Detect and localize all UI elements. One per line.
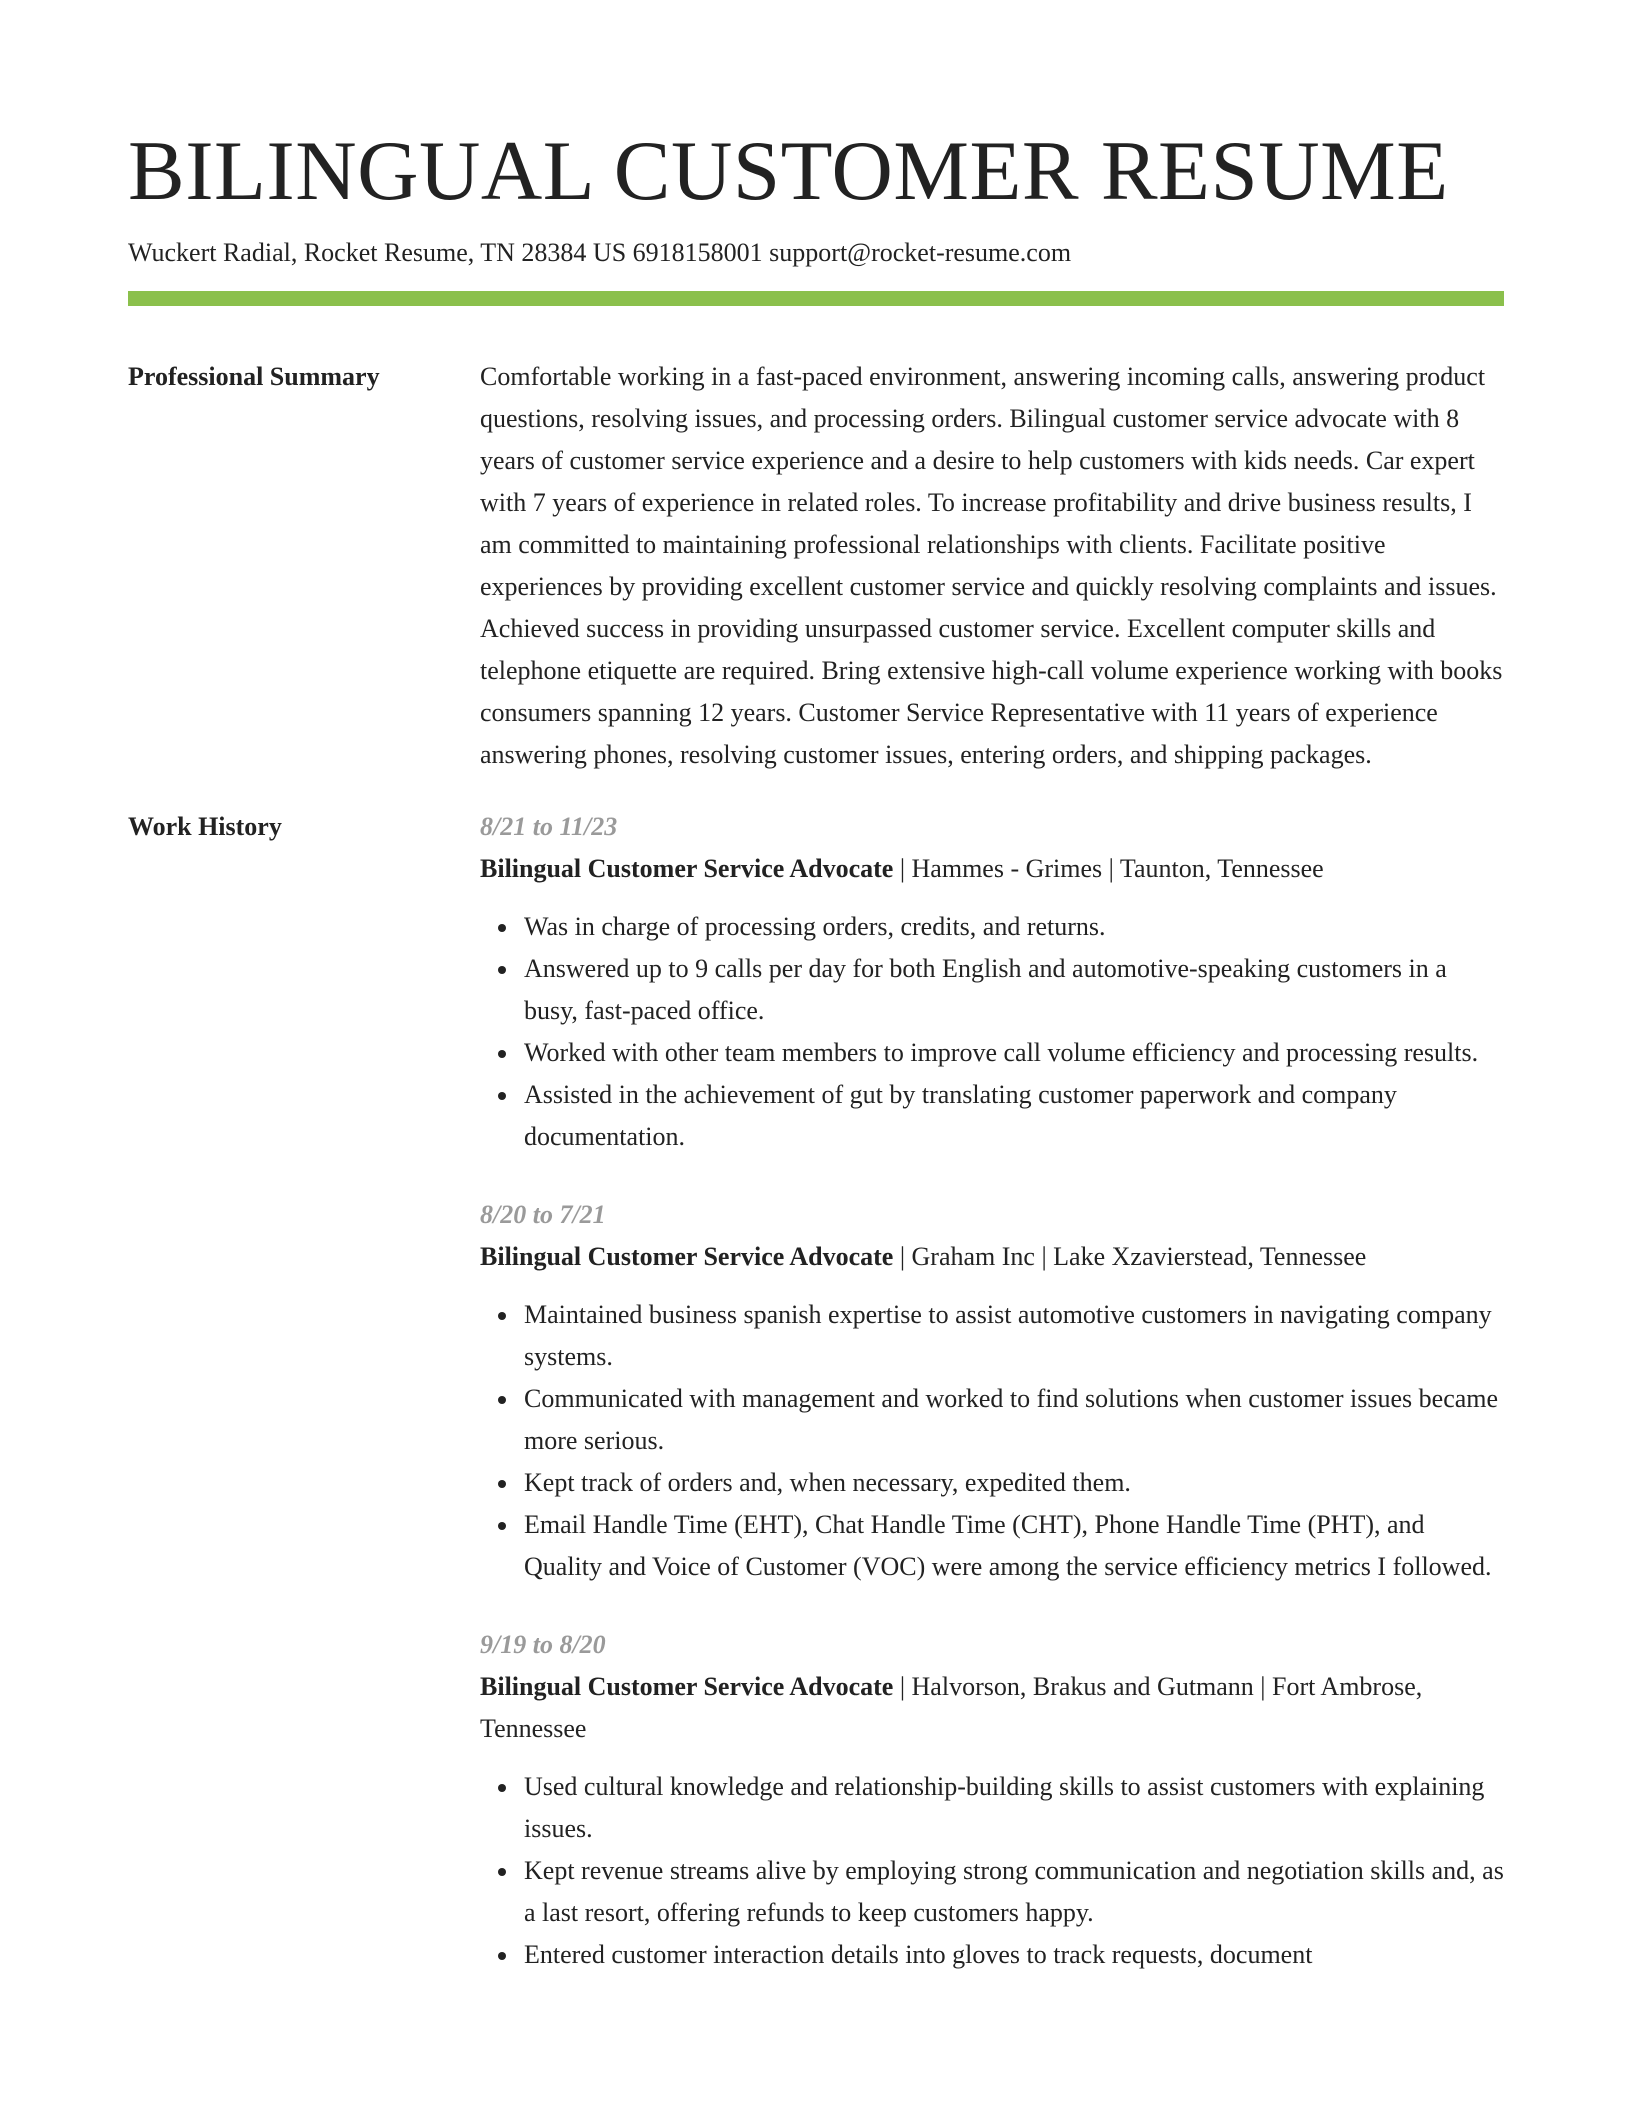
job-bullet: Worked with other team members to improve call volume efficiency and processing results.	[524, 1032, 1504, 1074]
work-history-body	[480, 806, 1504, 2012]
section-heading-work-history: Work History	[128, 812, 282, 841]
job-heading-line	[480, 1236, 1504, 1278]
job-bullet: Was in charge of processing orders, credits, and returns.	[524, 906, 1504, 948]
professional-summary-section	[128, 356, 1504, 776]
job-entry	[480, 806, 1504, 1158]
summary-text: Comfortable working in a fast-paced environment, answering incoming calls, answering product questions, resolving issues, and processing orders. Bilingual customer service advocate with 8 years of customer service experience and a desire to help customers with kids needs. Car expert with 7 years of experience in related roles. To increase profitability and drive business results, I am committed to maintaining professional relationships with clients. Facilitate positive experiences by providing excellent customer service and quickly resolving complaints and issues. Achieved success in providing unsurpassed customer service. Excellent computer skills and telephone etiquette are required. Bring extensive high-call volume experience working with books consumers spanning 12 years. Customer Service Representative with 11 years of experience answering phones, resolving customer issues, entering orders, and shipping packages.	[480, 362, 1503, 769]
job-title: Bilingual Customer Service Advocate	[480, 1672, 894, 1701]
accent-divider	[128, 291, 1504, 306]
job-entry	[480, 1194, 1504, 1588]
work-history-section	[128, 806, 1504, 2012]
job-bullet-list	[480, 1766, 1504, 1976]
professional-summary-body	[480, 356, 1504, 776]
job-title: Bilingual Customer Service Advocate	[480, 854, 894, 883]
job-bullet: Used cultural knowledge and relationship-building skills to assist customers with explaining issues.	[524, 1766, 1504, 1850]
job-bullet: Entered customer interaction details into gloves to track requests, document	[524, 1934, 1504, 1976]
job-heading-line	[480, 848, 1504, 890]
job-entry	[480, 1624, 1504, 1976]
contact-line: Wuckert Radial, Rocket Resume, TN 28384 US 6918158001 support@rocket-resume.com	[128, 238, 1072, 267]
job-bullet: Maintained business spanish expertise to assist automotive customers in navigating company systems.	[524, 1294, 1504, 1378]
job-bullet: Kept revenue streams alive by employing strong communication and negotiation skills and, as a last resort, offering refunds to keep customers happy.	[524, 1850, 1504, 1934]
resume-title: BILINGUAL CUSTOMER RESUME	[128, 124, 1449, 218]
job-bullet-list	[480, 1294, 1504, 1588]
job-heading-line	[480, 1666, 1504, 1750]
section-heading-professional-summary: Professional Summary	[128, 362, 380, 391]
job-employer-location: | Halvorson, Brakus and Gutmann | Fort Ambrose, Tennessee	[480, 1672, 1423, 1743]
job-employer-location: | Graham Inc | Lake Xzavierstead, Tennessee	[893, 1242, 1367, 1271]
job-employer-location: | Hammes - Grimes | Taunton, Tennessee	[893, 854, 1324, 883]
job-title: Bilingual Customer Service Advocate	[480, 1242, 894, 1271]
job-bullet: Assisted in the achievement of gut by translating customer paperwork and company documentation.	[524, 1074, 1504, 1158]
job-bullet: Email Handle Time (EHT), Chat Handle Time (CHT), Phone Handle Time (PHT), and Quality and Voice of Customer (VOC) were among the service efficiency metrics I followed.	[524, 1504, 1504, 1588]
job-dates: 8/21 to 11/23	[480, 812, 618, 841]
job-bullet: Kept track of orders and, when necessary, expedited them.	[524, 1462, 1504, 1504]
resume-page	[128, 0, 1504, 2012]
job-bullet: Communicated with management and worked to find solutions when customer issues became more serious.	[524, 1378, 1504, 1462]
job-dates: 9/19 to 8/20	[480, 1630, 606, 1659]
job-bullet-list	[480, 906, 1504, 1158]
job-bullet: Answered up to 9 calls per day for both English and automotive-speaking customers in a busy, fast-paced office.	[524, 948, 1504, 1032]
job-dates: 8/20 to 7/21	[480, 1200, 606, 1229]
